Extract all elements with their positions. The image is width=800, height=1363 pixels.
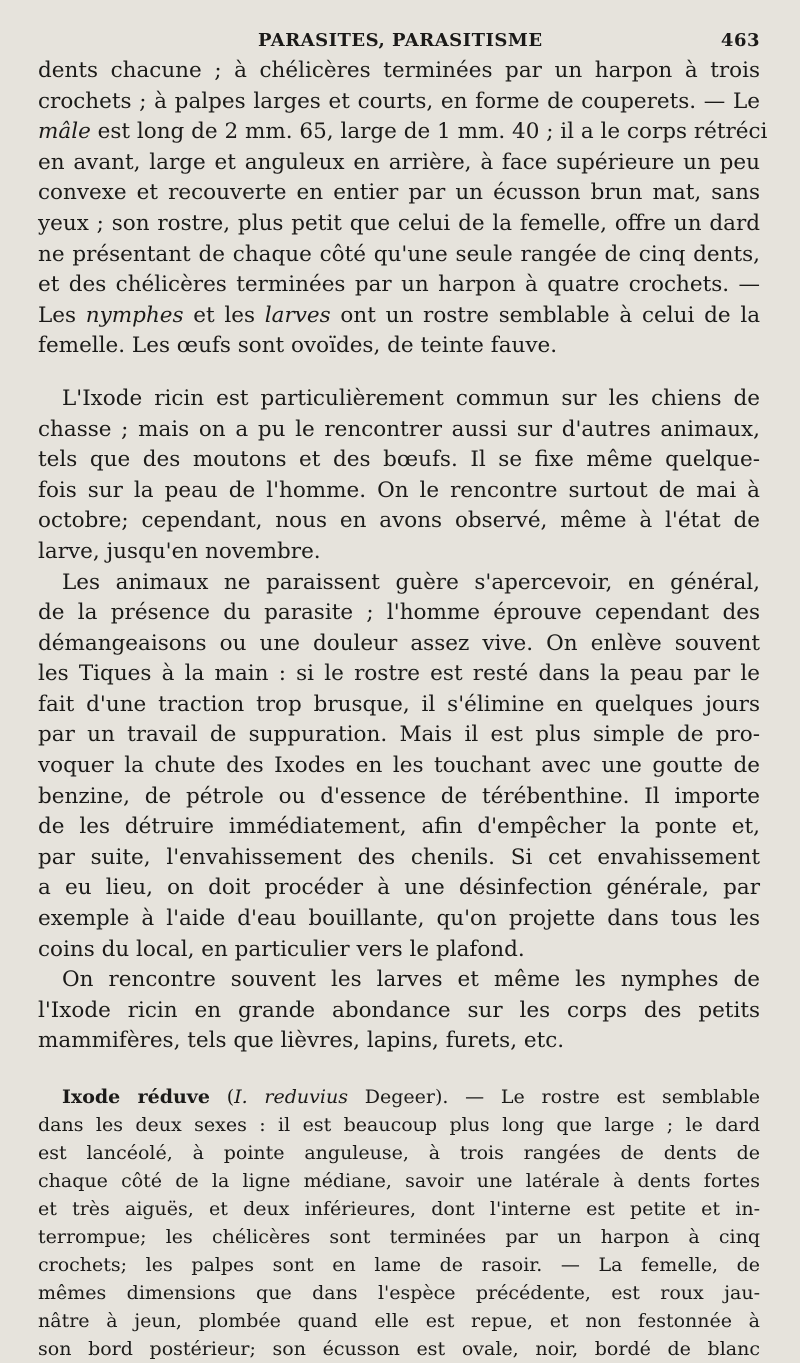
page-number: 463	[720, 30, 760, 51]
paragraph-2	[38, 384, 760, 568]
italic-term: mâle	[38, 119, 91, 145]
text-line: Les animaux ne paraissent guère s'apercevoir, en général,	[62, 569, 760, 595]
text-line: octobre; cependant, nous en avons observé, même à l'état de	[38, 508, 760, 534]
text-line: benzine, de pétrole ou d'essence de térébenthine. Il importe	[38, 783, 760, 809]
text-line: mammifères, tels que lièvres, lapins, furets, etc.	[38, 1028, 565, 1054]
text-line: les Tiques à la main : si le rostre est resté dans la peau par le	[38, 661, 760, 687]
running-header	[38, 30, 760, 56]
text-line: larve, jusqu'en novembre.	[38, 538, 321, 564]
text-line: de les détruire immédiatement, afin d'empêcher la ponte et,	[38, 814, 760, 840]
paragraph-4	[38, 965, 760, 1057]
text-run: Degeer). — Le rostre est semblable	[347, 1086, 761, 1108]
text-line: en avant, large et anguleux en arrière, à face supérieure un peu	[38, 149, 760, 175]
text-line: femelle. Les œufs sont ovoïdes, de teinte fauve.	[38, 333, 558, 359]
text-line: ne présentant de chaque côté qu'une seule rangée de cinq dents,	[38, 241, 760, 267]
text-run: Les	[38, 302, 86, 328]
text-line: de la présence du parasite ; l'homme éprouve cependant des	[38, 600, 760, 626]
text-line: exemple à l'aide d'eau bouillante, qu'on projette dans tous les	[38, 906, 760, 932]
header-title: PARASITES, PARASITISME	[258, 30, 543, 51]
species-taxon: I. reduvius	[234, 1086, 348, 1108]
text-line: et des chélicères terminées par un harpon à quatre crochets. —	[38, 272, 760, 298]
text-line: chaque côté de la ligne médiane, savoir une latérale à dents fortes	[38, 1170, 760, 1192]
text-line: son bord postérieur; son écusson est ovale, noir, bordé de blanc	[38, 1338, 760, 1360]
text-run: ont un rostre semblable à celui de la	[330, 302, 761, 328]
text-line: chasse ; mais on a pu le rencontrer aussi sur d'autres animaux,	[38, 416, 760, 442]
text-line: L'Ixode ricin est particulièrement commun sur les chiens de	[62, 385, 760, 411]
italic-term: larves	[264, 302, 331, 328]
text-line: l'Ixode ricin en grande abondance sur les corps des petits	[38, 997, 760, 1023]
text-line: tels que des moutons et des bœufs. Il se fixe même quelque-	[38, 447, 760, 473]
text-line: et très aiguës, et deux inférieures, dont l'interne est petite et in-	[38, 1198, 760, 1220]
text-line: convexe et recouverte en entier par un écusson brun mat, sans	[38, 180, 760, 206]
text-line: terrompue; les chélicères sont terminées par un harpon à cinq	[38, 1226, 760, 1248]
text-line: par suite, l'envahissement des chenils. Si cet envahissement	[38, 844, 760, 870]
text-line: est lancéolé, à pointe anguleuse, à trois rangées de dents de	[38, 1142, 760, 1164]
text-run: est long de 2 mm. 65, large de 1 mm. 40 ; il a le corps rétréci	[90, 119, 768, 145]
italic-term: nymphes	[85, 302, 184, 328]
paragraph-1	[38, 56, 768, 362]
text-line: fait d'une traction trop brusque, il s'élimine en quelques jours	[38, 691, 760, 717]
text-line: Ixode réduve (I. reduvius Degeer). — Le rostre est semblable	[62, 1086, 761, 1108]
text-line: dans les deux sexes : il est beaucoup plus long que large ; le dard	[38, 1114, 760, 1136]
text-line: nâtre à jeun, plombée quand elle est repue, et non festonnée à	[38, 1310, 760, 1332]
paragraph-3	[38, 568, 760, 966]
text-line: yeux ; son rostre, plus petit que celui de la femelle, offre un dard	[38, 210, 760, 236]
paragraph-5	[38, 1083, 760, 1363]
text-line: démangeaisons ou une douleur assez vive. On enlève souvent	[38, 630, 760, 656]
text-line: voquer la chute des Ixodes en les touchant avec une goutte de	[38, 753, 760, 779]
text-line: fois sur la peau de l'homme. On le rencontre surtout de mai à	[38, 477, 760, 503]
text-line: dents chacune ; à chélicères terminées par un harpon à trois	[38, 58, 760, 83]
text-run: et les	[183, 302, 265, 328]
text-line: a eu lieu, on doit procéder à une désinfection générale, par	[38, 875, 760, 901]
text-line	[38, 117, 768, 148]
text-line	[38, 301, 760, 332]
text-line: On rencontre souvent les larves et même les nymphes de	[62, 967, 760, 993]
species-title: Ixode réduve	[62, 1086, 210, 1108]
text-line: crochets; les palpes sont en lame de rasoir. — La femelle, de	[38, 1254, 760, 1276]
text-line: coins du local, en particulier vers le plafond.	[38, 936, 525, 962]
text-line: mêmes dimensions que dans l'espèce précédente, est roux jau-	[38, 1282, 760, 1304]
text-line: par un travail de suppuration. Mais il est plus simple de pro-	[38, 722, 760, 748]
text-line: crochets ; à palpes larges et courts, en forme de couperets. — Le	[38, 88, 760, 114]
